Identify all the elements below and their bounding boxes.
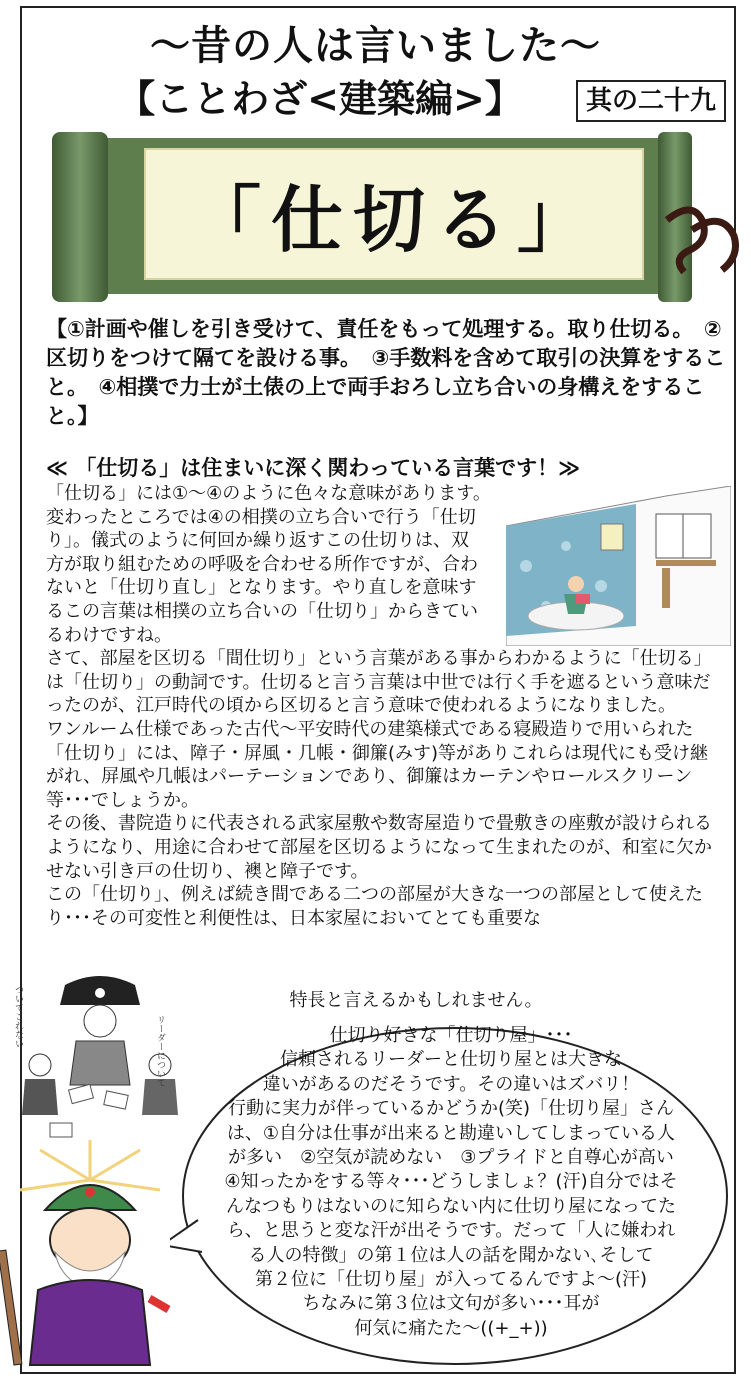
meeting-caption-leader: リーダーについて: [155, 1015, 165, 1087]
history-text: ワンルーム仕様であった古代～平安時代の建築様式である寝殿造りで用いられた「仕切り」には、障子・屏風・几帳・御簾(みす)等がありこれらは現代にも受け継がれ、屏風や几帳はパーテーションであり、御簾はカーテンやロールスクリーン等･･･でしょうか。: [46, 718, 709, 811]
bubble-line: 第２位に「仕切り屋」が入ってるんですよ～(汗): [254, 1269, 648, 1291]
page-subtitle: 【ことわざ<建築編>】: [117, 77, 523, 121]
shoin-text: その後、書院造りに代表される武家屋敷や数寄屋造りで畳敷きの座敷が設けられるようになり、用途に合わせて部屋を区切るようになって生まれたのが、和室に欠かせない引き戸の仕切り、襖と障子です。: [46, 813, 712, 882]
bubble-line: ら、と思うと変な汗が出そうです。だって「人に嫌われ: [226, 1220, 676, 1242]
keyword: 「仕切る」: [188, 178, 599, 262]
meeting-illustration: [10, 975, 190, 1145]
bubble-line: ちなみに第３位は文句が多い･･･耳が: [302, 1293, 600, 1315]
closing-text: この「仕切り」、例えば続き間である二つの部屋が大きな一つの部屋として使えたり･･･その可変性と利便性は、日本家屋においてとても重要な: [46, 884, 703, 929]
page-title: ～昔の人は言いました～: [150, 23, 601, 69]
meeting-caption-follow: ついてこれない: [13, 985, 23, 1048]
bubble-line: ④知ったかをする等々･･･どうしましょ？(汗)自分ではそ: [224, 1171, 678, 1193]
issue-number: 其の二十九: [576, 80, 726, 122]
scroll-roller-left: [52, 132, 108, 302]
scroll-tassel-icon: [662, 200, 742, 280]
section-heading: ≪ 「仕切る」は住まいに深く関わっている言葉です！≫: [46, 456, 581, 480]
intro-text: 「仕切る」には①～④のように色々な意味があります。: [46, 483, 491, 504]
bubble-line: 仕切り好きな「仕切り屋」･･･: [329, 1025, 573, 1046]
bubble-line: 信頼されるリーダーと仕切り屋とは大きな: [280, 1049, 622, 1071]
bubble-line: が多い ②空気が読めない ③プライドと自尊心が高い: [228, 1147, 674, 1169]
bubble-line: 違いがあるのだそうです。その違いはズバリ！: [262, 1073, 640, 1095]
bubble-line: る人の特徴」の第１位は人の話を聞かない､そして: [248, 1244, 654, 1266]
room-illustration: [506, 486, 731, 646]
definitions: 【①計画や催しを引き受けて、責任をもって処理する。取り仕切る。 ②区切りをつけて隔てを設ける事。 ③手数料を含めて取引の決算をすること。 ④相撲で力士が土俵の上で両手おろし立ち合いの身構えをすること。】: [46, 317, 726, 428]
bubble-line: 行動に実力が伴っているかどうか(笑)「仕切り屋」さん: [227, 1098, 675, 1120]
bubble-line: んなつもりはないのに知らない内に仕切り屋になってた: [226, 1195, 676, 1217]
closing-line: 特長と言えるかもしれません。: [289, 990, 543, 1011]
bubble-line: 何気に痛たた～((+_+)): [354, 1317, 548, 1339]
hanging-scroll: [52, 132, 692, 304]
partition-text: さて、部屋を区切る「間仕切り」という言葉がある事からわかるように「仕切る」は「仕切り」の動詞です。仕切ると言う言葉は中世では行く手を遮るという意味だったのが、江戸時代の頃から区切ると言う意味で使われるようになりました。: [46, 648, 712, 717]
sumo-text: 変わったところでは④の相撲の立ち合いで行う「仕切り」。儀式のように何回か繰り返すこの仕切りは、双方が取り組むための呼吸を合わせる所作ですが、合わないと「仕切り直し」となります。やり直しを意味するこの言葉は相撲の立ち合いの「仕切り」からきているわけですね。: [46, 506, 478, 646]
sage-character-illustration: [0, 1140, 180, 1370]
bubble-text: [178, 1024, 724, 1341]
bubble-line: は、①自分は仕事が出来ると勘違いしてしまっている人: [226, 1122, 676, 1144]
